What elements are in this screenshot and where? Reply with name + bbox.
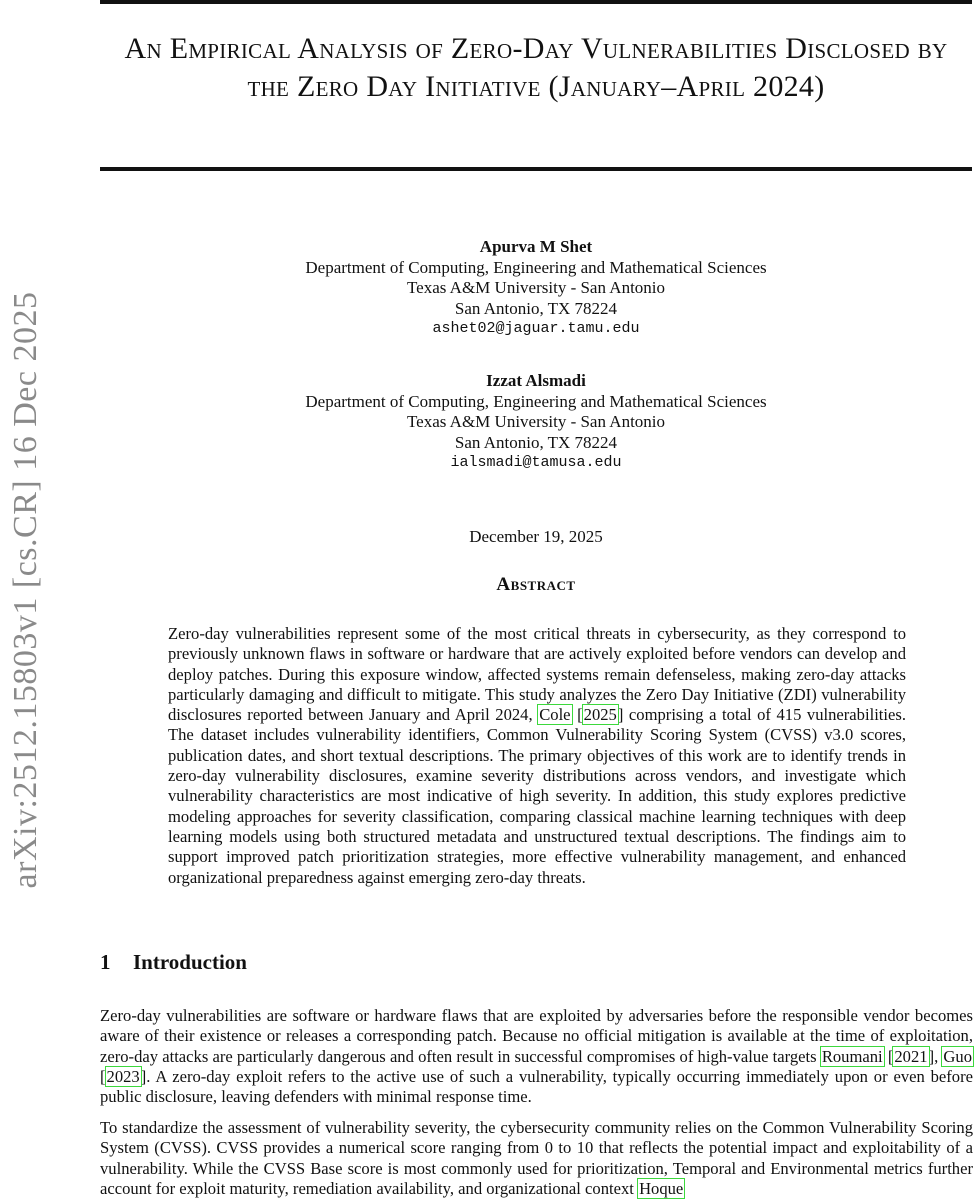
arxiv-sidebar (0, 0, 52, 1200)
section-heading-introduction (100, 950, 247, 975)
arxiv-identifier: arXiv:2512.15803v1 [cs.CR] 16 Dec 2025 (7, 291, 44, 889)
citation-year-link[interactable]: 2023 (106, 1066, 140, 1086)
section-title: Introduction (133, 950, 247, 974)
paper-date: December 19, 2025 (469, 527, 603, 546)
author-name: Izzat Alsmadi (486, 371, 586, 390)
author-city: San Antonio, TX 78224 (454, 298, 618, 318)
author-email[interactable]: ialsmadi@tamusa.edu (450, 454, 622, 471)
paragraph-text: To standardize the assessment of vulnerability severity, the cybersecurity community relies on the Common Vulnerability Scoring System (CVSS). CVSS provides a numerical score ranging from 0 to 10 that reflects the potential impact and exploitability of a vulnerability. While the CVSS Base score is most commonly used for prioritization, Temporal and Environmental metrics further account for exploit maturity, remediation availability, and organizational context (100, 1118, 973, 1198)
paper-title: An Empirical Analysis of Zero-Day Vulnerabilities Disclosed by the Zero Day Initiative (January–April 2024) (124, 32, 948, 103)
citation-link[interactable]: Roumani (821, 1046, 883, 1066)
author-email[interactable]: ashet02@jaguar.tamu.edu (432, 320, 640, 337)
author-block-2 (100, 371, 972, 474)
title-bottom-rule (100, 167, 972, 171)
section-number: 1 (100, 950, 111, 974)
abstract-text: Zero-day vulnerabilities represent some of the most critical threats in cybersecurity, as they correspond to previously unknown flaws in software or hardware that are actively exploited before vendors can develop and deploy patches. During this exposure window, affected systems remain defenseless, making zero-day attacks particularly damaging and difficult to mitigate. This study analyzes the Zero Day Initiative (ZDI) vulnerability disclosures reported between January and April 2024, Cole [2025] comprising a total of 415 vulnerabilities. The dataset includes vulnerability identifiers, Common Vulnerability Scoring System (CVSS) v3.0 scores, publication dates, and short textual descriptions. The primary objectives of this work are to identify trends in zero-day vulnerability disclosures, examine severity distributions across vendors, and investigate which vulnerability characteristics are most indicative of high severity. In addition, this study explores predictive modeling approaches for severity classification, comparing classical machine learning techniques with deep learning models using both structured metadata and unstructured textual descriptions. The findings aim to support improved patch prioritization strategies, more effective vulnerability management, and enhanced organizational preparedness against emerging zero-day threats. (168, 624, 906, 887)
author-city: San Antonio, TX 78224 (454, 432, 618, 452)
abstract-part-1: Zero-day vulnerabilities represent some of the most critical threats in cybersecurity, as they correspond to previously unknown flaws in software or hardware that are actively exploited before vendors can develop and deploy patches. During this exposure window, affected systems remain defenseless, making zero-day attacks particularly damaging and difficult to mitigate. This study analyzes the Zero Day Initiative (ZDI) vulnerability disclosures reported between January and April 2024, (168, 624, 906, 725)
citation-link[interactable]: Cole (539, 705, 571, 725)
author-department: Department of Computing, Engineering and Mathematical Sciences (305, 257, 767, 277)
abstract-part-2: comprising a total of 415 vulnerabilities. The dataset includes vulnerability identifiers, Common Vulnerability Scoring System (CVSS) v3.0 scores, publication dates, and short textual descriptions. The primary objectives of this work are to identify trends in zero-day vulnerability disclosures, examine severity distributions across vendors, and investigate which vulnerability characteristics are most indicative of high severity. In addition, this study explores predictive modeling approaches for severity classification, comparing classical machine learning techniques with deep learning models using both structured metadata and unstructured textual descriptions. The findings aim to support improved patch prioritization strategies, more effective vulnerability management, and enhanced organizational preparedness against emerging zero-day threats. (168, 705, 906, 887)
author-department: Department of Computing, Engineering and Mathematical Sciences (305, 391, 767, 411)
citation-link[interactable]: Guo (943, 1046, 972, 1066)
author-name: Apurva M Shet (479, 237, 593, 256)
author-university: Texas A&M University - San Antonio (406, 412, 666, 431)
author-block-1 (100, 237, 972, 340)
paragraph-text: . A zero-day exploit refers to the active use of such a vulnerability, typically occurring immediately upon or even before public disclosure, leaving defenders with minimal response time. (100, 1066, 973, 1107)
paragraph-text: Zero-day vulnerabilities are software or hardware flaws that are exploited by adversaries before the responsible vendor becomes aware of their existence or releases a corresponding patch. Because no official mitigation is available at the time of exploitation, zero-day attacks are particularly dangerous and often result in successful compromises of high-value targets (100, 1006, 973, 1066)
citation-year-link[interactable]: 2021 (894, 1046, 928, 1066)
intro-paragraph-2 (100, 1118, 973, 1199)
intro-paragraph-1: Zero-day vulnerabilities are software or hardware flaws that are exploited by adversaries before the responsible vendor becomes aware of their existence or releases a corresponding patch. Because no official mitigation is available at the time of exploitation, zero-day attacks are particularly dangerous and often result in successful compromises of high-value targets Roumani [2021], Guo [2023]. A zero-day exploit refers to the active use of such a vulnerability, typically occurring immediately upon or even before public disclosure, leaving defenders with minimal response time. (100, 1006, 973, 1107)
citation-link[interactable]: Hoque (639, 1178, 684, 1198)
author-university: Texas A&M University - San Antonio (406, 278, 666, 297)
title-top-rule (100, 0, 972, 4)
citation-year-link[interactable]: 2025 (583, 705, 617, 725)
abstract-heading: Abstract (496, 574, 576, 595)
